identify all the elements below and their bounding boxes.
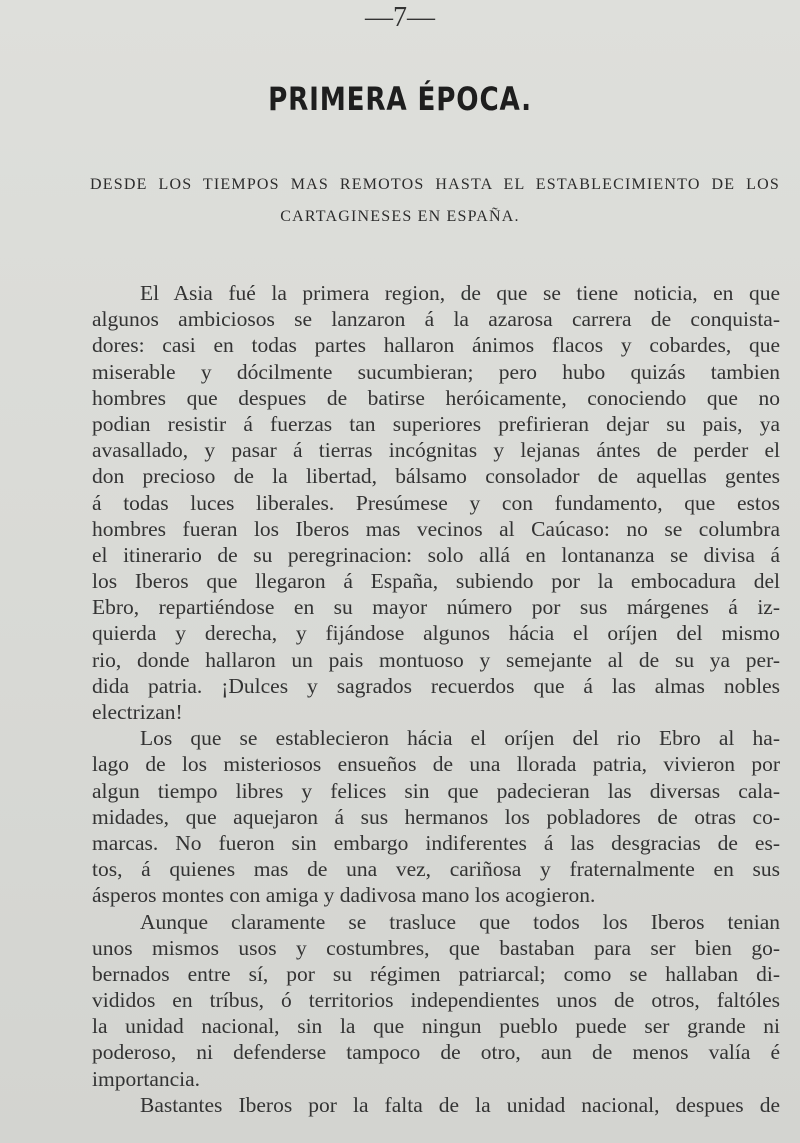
text-line: lago de los misteriosos ensueños de una llorada patria, vivieron por [92,752,780,777]
page-number: —7— [365,2,435,33]
text-line: tos, á quienes mas de una vez, cariñosa y fraternalmente en sus [92,857,780,882]
text-line: Los que se establecieron hácia el oríjen del rio Ebro al ha- [140,726,780,751]
text-line: hombres que despues de batirse heróicamente, conociendo que no [92,385,780,410]
text-line: quierda y derecha, y fijándose algunos hácia el oríjen del mismo [92,621,780,646]
text-line: dores: casi en todas partes hallaron ánimos flacos y cobardes, que [92,333,780,358]
text-line: importancia. [92,1066,201,1091]
text-line: el itinerario de su peregrinacion: solo allá en lontananza se divisa á [92,542,780,567]
text-line: marcas. No fueron sin embargo indiferentes á las desgracias de es- [92,830,780,855]
chapter-subtitle-line-1: DESDE LOS TIEMPOS MAS REMOTOS HASTA EL ESTABLECIMIENTO DE LOS [90,176,780,193]
text-line: don precioso de la libertad, bálsamo consolador de aquellas gentes [92,464,780,489]
text-line: electrizan! [92,700,183,724]
text-line: unos mismos usos y costumbres, que bastaban para ser bien go- [92,935,780,960]
text-line: dida patria. ¡Dulces y sagrados recuerdos que á las almas nobles [92,673,780,698]
text-line: rio, donde hallaron un pais montuoso y semejante al de su ya per- [92,647,780,672]
text-line: algun tiempo libres y felices sin que padecieran las diversas cala- [92,778,780,803]
text-line: algunos ambiciosos se lanzaron á la azarosa carrera de conquista- [92,307,780,332]
text-line: ásperos montes con amiga y dadivosa mano los acogieron. [92,883,596,908]
text-line: vididos en tríbus, ó territorios independientes unos de otros, faltóles [92,988,780,1013]
text-line: midades, que aquejaron á sus hermanos los pobladores de otras co- [92,804,780,829]
text-line: Aunque claramente se trasluce que todos los Iberos tenian [140,909,780,934]
text-line: avasallado, y pasar á tierras incógnitas y lejanas ántes de perder el [92,438,780,463]
text-line: la unidad nacional, sin la que ningun pueblo puede ser grande ni [92,1014,780,1039]
text-line: miserable y dócilmente sucumbieran; pero hubo quizás tambien [92,359,780,384]
text-line: podian resistir á fuerzas tan superiores prefirieran dejar su pais, ya [92,411,780,436]
body-text [92,280,780,1118]
text-line: Bastantes Iberos por la falta de la unidad nacional, despues de [140,1092,780,1117]
text-line: bernados entre sí, por su régimen patriarcal; como se hallaban di- [92,961,780,986]
text-line: á todas luces liberales. Presúmese y con fundamento, que estos [92,490,780,515]
text-line: poderoso, ni defenderse tampoco de otro, aun de menos valía é [92,1040,780,1065]
text-line: El Asia fué la primera region, de que se tiene noticia, en que [140,281,780,305]
chapter-title: PRIMERA ÉPOCA. [268,80,532,118]
chapter-subtitle-line-2: CARTAGINESES EN ESPAÑA. [280,208,520,225]
text-line: Ebro, repartiéndose en su mayor número por sus márgenes á iz- [92,595,780,620]
text-line: hombres fueran los Iberos mas vecinos al Caúcaso: no se columbra [92,516,780,541]
text-line: los Iberos que llegaron á España, subiendo por la embocadura del [92,569,780,594]
